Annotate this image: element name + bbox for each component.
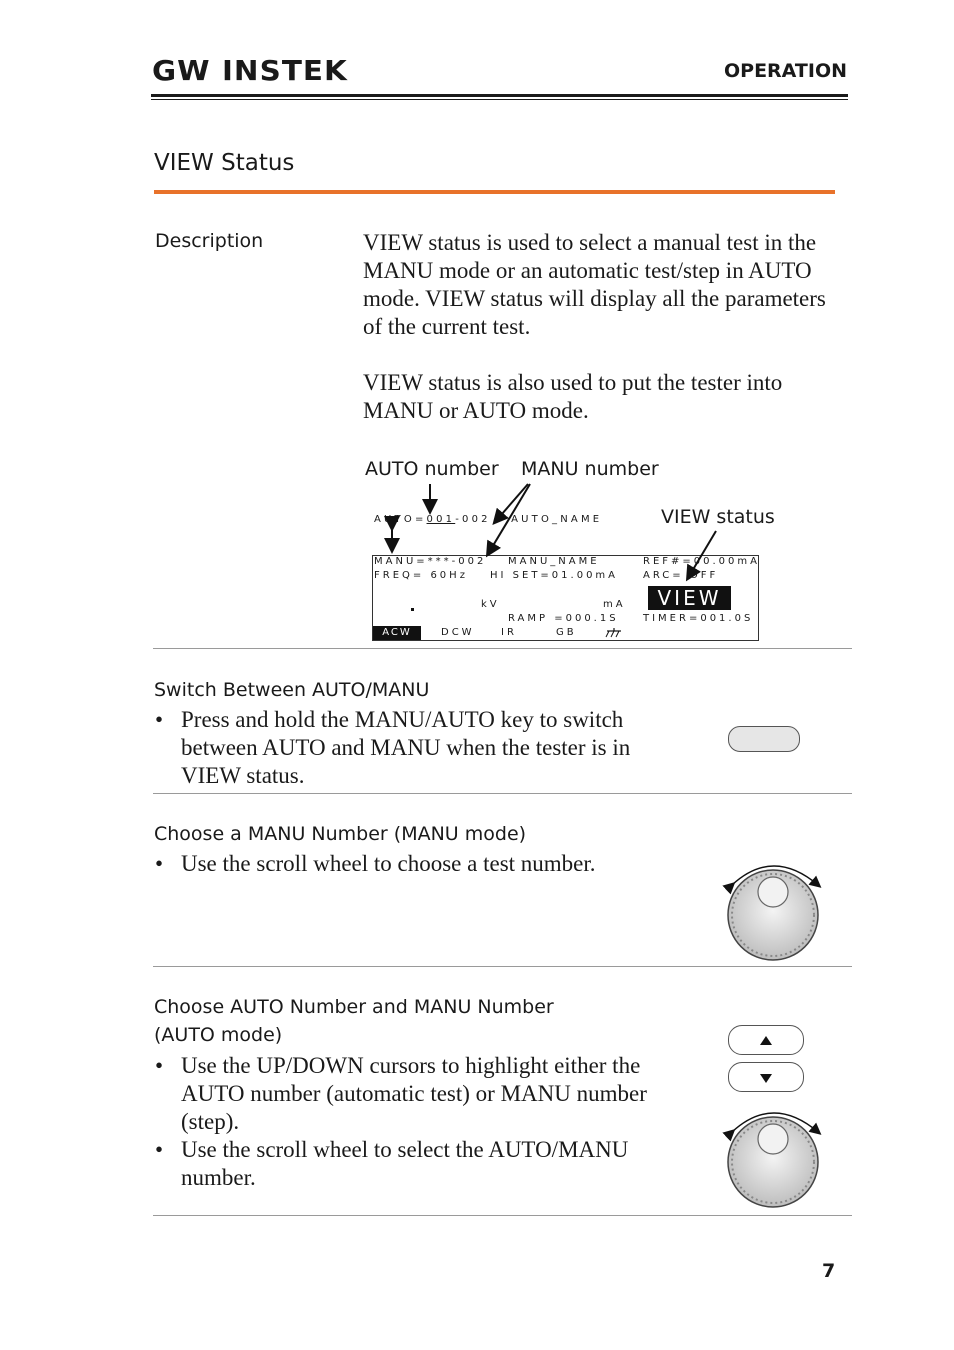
description-text xyxy=(363,229,833,425)
lcd-timer: TIMER=001.0S xyxy=(643,613,754,624)
auto-number-label: AUTO number xyxy=(365,458,499,480)
lcd-tab-gb: GB xyxy=(556,627,577,638)
description-paragraph-2: VIEW status is also used to put the tester into MANU or AUTO mode. xyxy=(363,370,783,423)
lcd-hi-set: HI SET=01.00mA xyxy=(490,570,619,581)
switch-bullets xyxy=(155,706,685,790)
lcd-arc: ARC= OFF xyxy=(643,570,719,581)
manu-bullets xyxy=(155,850,685,878)
lcd-tab-dcw: DCW xyxy=(441,627,475,638)
list-item: • Use the scroll wheel to select the AUTO/MANU number. xyxy=(155,1136,695,1192)
lcd-ma-unit: mA xyxy=(603,599,626,610)
lcd-freq: FREQ= 60Hz xyxy=(374,570,468,581)
scroll-wheel-icon[interactable] xyxy=(718,855,828,965)
scroll-wheel-icon[interactable] xyxy=(718,1102,828,1212)
page-number: 7 xyxy=(822,1260,836,1282)
list-item: • Use the scroll wheel to choose a test number. xyxy=(155,850,685,878)
page-title: VIEW Status xyxy=(154,150,295,176)
lcd-auto-step: -002 xyxy=(455,514,491,525)
lcd-manu-line: MANU=***-002 xyxy=(374,556,487,567)
up-arrow-icon xyxy=(729,1026,803,1054)
description-label: Description xyxy=(155,230,264,252)
auto-heading-line-2: (AUTO mode) xyxy=(154,1024,283,1046)
lcd-tab-acw: ACW xyxy=(373,626,421,640)
divider xyxy=(153,1215,852,1216)
diagram-arrows xyxy=(370,478,770,588)
auto-bullets xyxy=(155,1052,695,1192)
header-rule xyxy=(151,94,848,97)
list-item: • Use the UP/DOWN cursors to highlight either the AUTO number (automatic test) or MANU number (step). xyxy=(155,1052,695,1136)
lcd-ramp: RAMP =000.1S xyxy=(508,613,619,624)
lcd-auto-prefix: AUTO= xyxy=(374,514,427,525)
gw-instek-logo: GW INSTEK xyxy=(152,54,348,87)
up-cursor-key[interactable] xyxy=(728,1025,804,1055)
lcd-manu-name: MANU_NAME xyxy=(508,556,600,567)
manu-auto-key[interactable] xyxy=(728,726,800,752)
lcd-ref: REF#=00.00mA xyxy=(643,556,760,567)
header-rule-thin xyxy=(151,99,848,100)
down-cursor-key[interactable] xyxy=(728,1062,804,1092)
lcd-dot xyxy=(411,608,414,611)
down-arrow-icon xyxy=(729,1063,803,1091)
ground-icon xyxy=(605,628,623,640)
divider xyxy=(153,966,852,967)
lcd-tab-ir: IR xyxy=(501,627,517,638)
lcd-auto-name: AUTO_NAME xyxy=(511,514,603,525)
lcd-view-indicator: VIEW xyxy=(648,586,731,610)
lcd-auto-number: 001 xyxy=(426,514,456,525)
header-section-label: OPERATION xyxy=(724,60,847,82)
view-status-label: VIEW status xyxy=(661,506,775,528)
description-paragraph-1: VIEW status is used to select a manual test in the MANU mode or an automatic test/step in AUTO mode. VIEW status will display all the parameters of the current test. xyxy=(363,230,826,339)
auto-heading-line-1: Choose AUTO Number and MANU Number xyxy=(154,996,554,1018)
manu-heading: Choose a MANU Number (MANU mode) xyxy=(154,823,527,845)
lcd-kv-unit: kV xyxy=(481,599,500,610)
divider xyxy=(153,793,852,794)
title-underline xyxy=(154,190,835,194)
list-item: • Press and hold the MANU/AUTO key to switch between AUTO and MANU when the tester is in VIEW status. xyxy=(155,706,685,790)
divider xyxy=(153,648,852,649)
switch-heading: Switch Between AUTO/MANU xyxy=(154,679,430,701)
manu-number-label: MANU number xyxy=(521,458,659,480)
